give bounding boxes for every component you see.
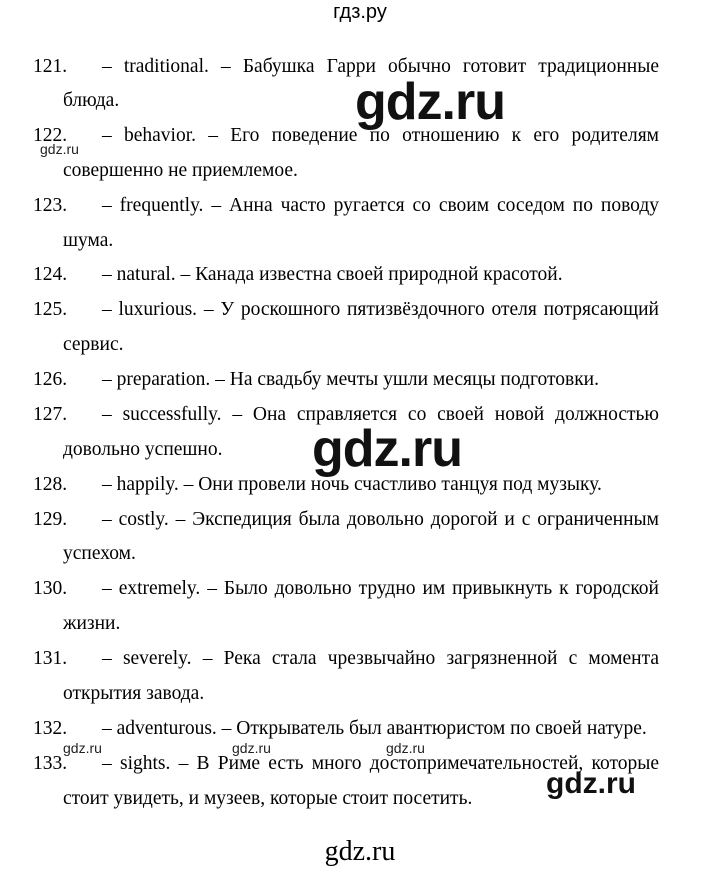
entry-line-1: – traditional. – Бабушка Гарри обычно готовит традиционные — [102, 56, 659, 77]
entry-number: 128. — [33, 474, 68, 495]
entry-number: 130. — [33, 578, 68, 599]
watermark: gdz.ru — [355, 73, 505, 131]
site-header: гдз.ру — [333, 1, 387, 23]
entry-line-2: успехом. — [63, 543, 136, 564]
entry-line-1: – severely. – Река стала чрезвычайно загрязненной с момента — [102, 648, 659, 669]
watermark: gdz.ru — [63, 740, 102, 756]
entry-line-1: – sights. – В Риме есть много достопримечательностей, которые — [102, 753, 659, 774]
entry-number: 121. — [33, 56, 68, 77]
entry-line-1: – successfully. – Она справляется со своей новой должностью — [102, 404, 659, 425]
entry-line-2: стоит увидеть, и музеев, которые стоит посетить. — [63, 788, 473, 809]
entry-line-1: – preparation. – На свадьбу мечты ушли месяцы подготовки. — [102, 369, 599, 390]
entry-line-2: жизни. — [63, 613, 121, 634]
entry-line-1: – luxurious. – У роскошного пятизвёздочного отеля потрясающий — [102, 299, 659, 320]
entry-number: 126. — [33, 369, 68, 390]
entry-line-2: совершенно не приемлемое. — [63, 160, 298, 181]
entry-line-2: блюда. — [63, 90, 120, 111]
entry-number: 129. — [33, 509, 68, 530]
entry-line-1: – costly. – Экспедиция была довольно дорогой и с ограниченным — [102, 509, 659, 530]
entry-line-1: – extremely. – Было довольно трудно им привыкнуть к городской — [102, 578, 659, 599]
entry-number: 127. — [33, 404, 68, 425]
entry-number: 132. — [33, 718, 68, 739]
watermark: gdz.ru — [312, 420, 462, 478]
entry-line-2: открытия завода. — [63, 683, 205, 704]
entry-number: 123. — [33, 195, 68, 216]
entry-line-1: – behavior. – Его поведение по отношению к его родителям — [102, 125, 659, 146]
entry-line-2: сервис. — [63, 334, 124, 355]
entry-line-2: шума. — [63, 230, 114, 251]
watermark: gdz.ru — [386, 740, 425, 756]
entry-line-1: – happily. – Они провели ночь счастливо танцуя под музыку. — [102, 474, 602, 495]
watermark: gdz.ru — [546, 767, 636, 800]
footer-watermark: gdz.ru — [324, 836, 396, 867]
watermark: gdz.ru — [232, 740, 271, 756]
watermark: gdz.ru — [40, 141, 79, 157]
entry-line-1: – natural. – Канада известна своей природной красотой. — [102, 264, 563, 285]
entry-line-2: довольно успешно. — [63, 439, 223, 460]
entry-number: 124. — [33, 264, 68, 285]
entry-number: 125. — [33, 299, 68, 320]
entry-line-1: – adventurous. – Открыватель был авантюристом по своей натуре. — [102, 718, 647, 739]
entry-line-1: – frequently. – Анна часто ругается со своим соседом по поводу — [102, 195, 659, 216]
entry-number: 131. — [33, 648, 68, 669]
entry-number: 133. — [33, 753, 68, 774]
entry-number: 122. — [33, 125, 68, 146]
